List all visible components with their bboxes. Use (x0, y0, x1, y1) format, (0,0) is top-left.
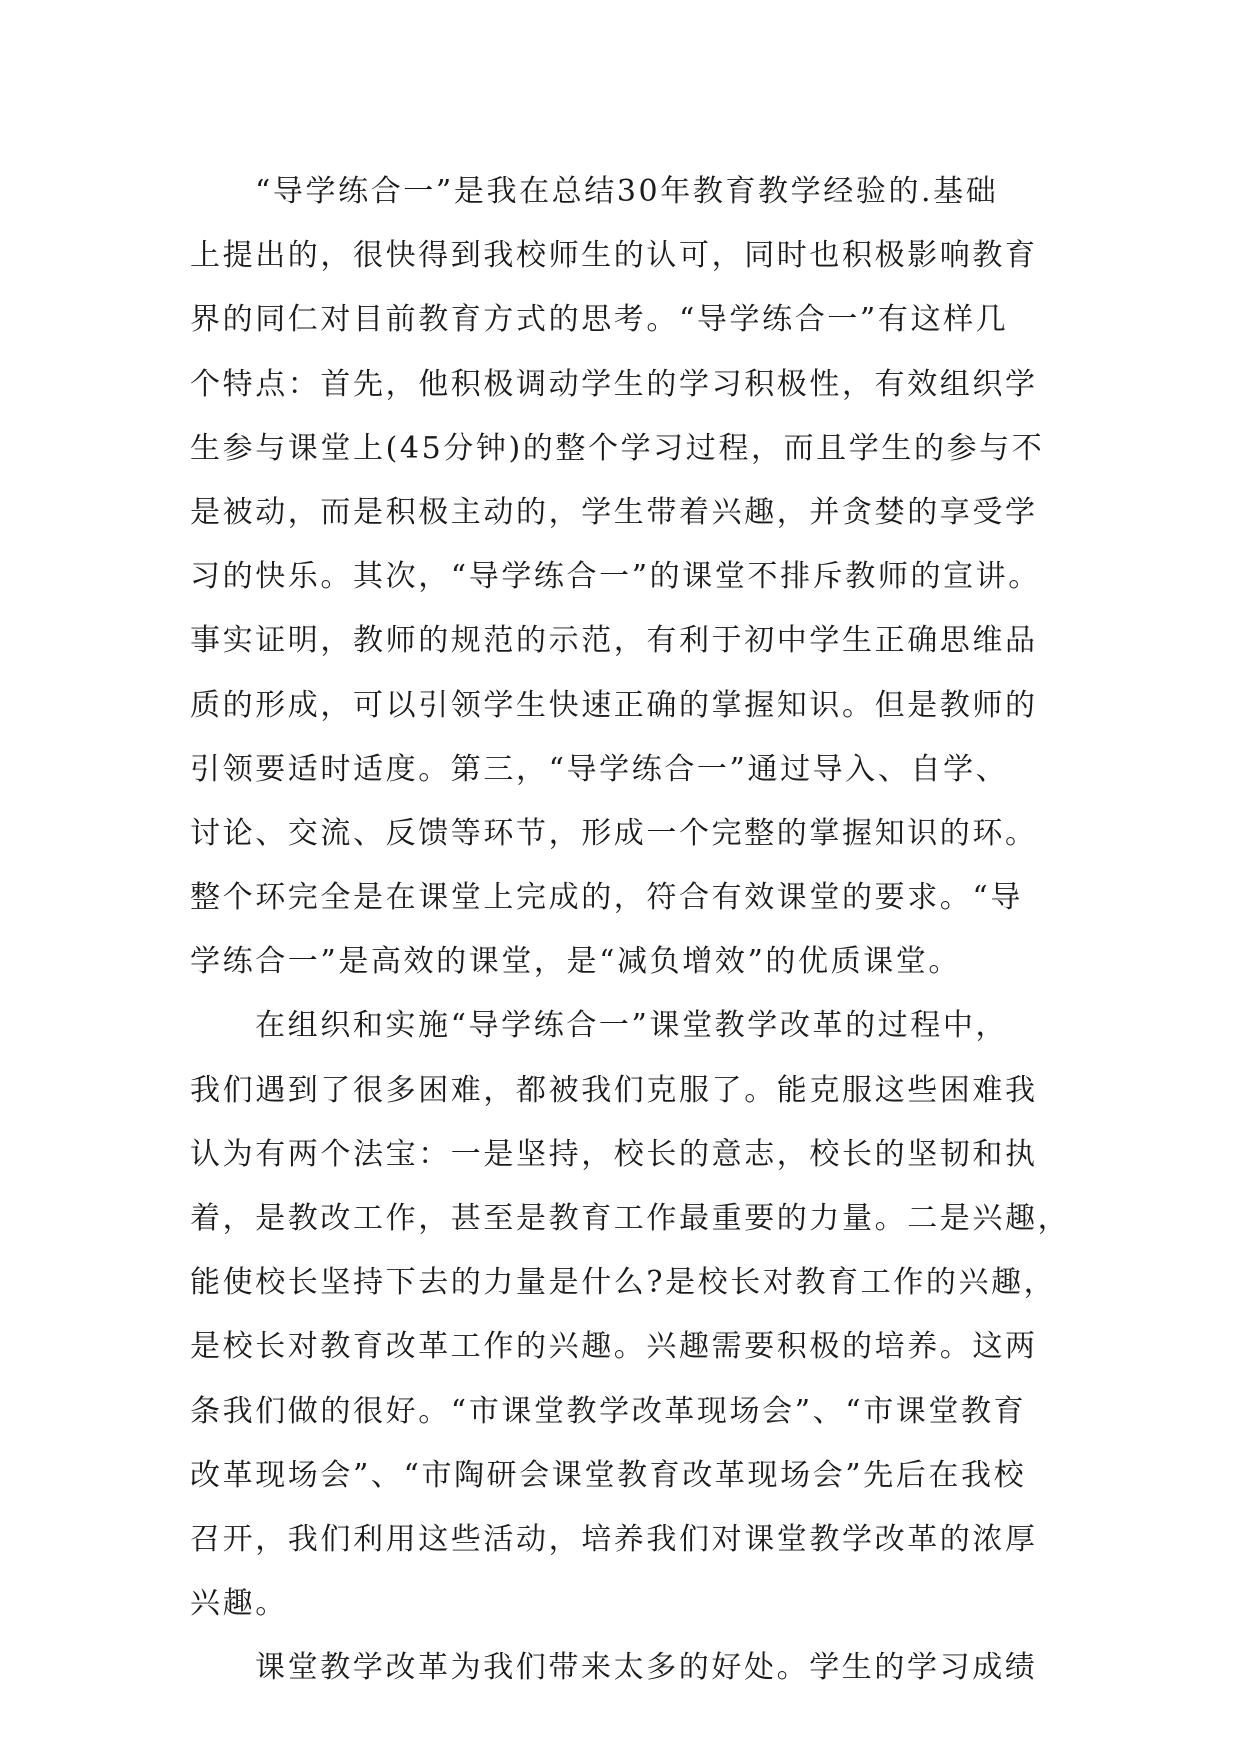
paragraph-3-line-1: 课堂教学改革为我们带来太多的好处。学生的学习成绩 (255, 1650, 1038, 1686)
paragraph-2-line-1: 在组织和实施“导学练合一”课堂教学改革的过程中， (255, 1008, 1009, 1044)
paragraph-1-line-10: 引领要适时适度。第三，“导学练合一”通过导入、自学、 (190, 751, 1009, 787)
paragraph-1-line-1: “导学练合一”是我在总结30年教育教学经验的.基础 (255, 174, 999, 209)
paragraph-1-line-13: 学练合一”是高效的课堂，是“减负增效”的优质课堂。 (190, 944, 962, 980)
paragraph-1-line-2: 上提出的，很快得到我校师生的认可，同时也积极影响教育 (190, 238, 1038, 274)
paragraph-2-line-8: 改革现场会”、“市陶研会课堂教育改革现场会”先后在我校 (190, 1457, 1027, 1493)
paragraph-1-line-4: 个特点：首先，他积极调动学生的学习积极性，有效组织学 (190, 366, 1038, 402)
paragraph-2-line-4: 着，是教改工作，甚至是教育工作最重要的力量。二是兴趣， (190, 1201, 1071, 1236)
paragraph-1-line-3: 界的同仁对目前教育方式的思考。“导学练合一”有这样几 (190, 302, 1009, 338)
paragraph-1-line-9: 质的形成，可以引领学生快速正确的掌握知识。但是教师的 (190, 687, 1038, 723)
paragraph-1-line-7: 习的快乐。其次，“导学练合一”的课堂不排斥教师的宣讲。 (190, 559, 1041, 595)
paragraph-2-line-7: 条我们做的很好。“市课堂教学改革现场会”、“市课堂教育 (190, 1393, 1027, 1429)
paragraph-2-line-9: 召开，我们利用这些活动，培养我们对课堂教学改革的浓厚 (190, 1521, 1038, 1557)
paragraph-2-line-5: 能使校长坚持下去的力量是什么?是校长对教育工作的兴趣， (190, 1265, 1057, 1301)
paragraph-2-line-6: 是校长对教育改革工作的兴趣。兴趣需要积极的培养。这两 (190, 1329, 1038, 1365)
paragraph-1-line-12: 整个环完全是在课堂上完成的，符合有效课堂的要求。“导 (190, 880, 1023, 916)
paragraph-2-line-10: 兴趣。 (190, 1586, 288, 1622)
paragraph-2-line-3: 认为有两个法宝：一是坚持，校长的意志，校长的坚韧和执 (190, 1136, 1038, 1172)
paragraph-1-line-11: 讨论、交流、反馈等环节，形成一个完整的掌握知识的环。 (190, 815, 1038, 851)
paragraph-1-line-5: 生参与课堂上(45分钟)的整个学习过程，而且学生的参与不 (190, 430, 1045, 466)
paragraph-1-line-6: 是被动，而是积极主动的，学生带着兴趣，并贪婪的享受学 (190, 494, 1038, 530)
paragraph-1-line-8: 事实证明，教师的规范的示范，有利于初中学生正确思维品 (190, 623, 1038, 659)
document-body (190, 160, 1071, 1701)
paragraph-2-line-2: 我们遇到了很多困难，都被我们克服了。能克服这些困难我 (190, 1072, 1038, 1108)
